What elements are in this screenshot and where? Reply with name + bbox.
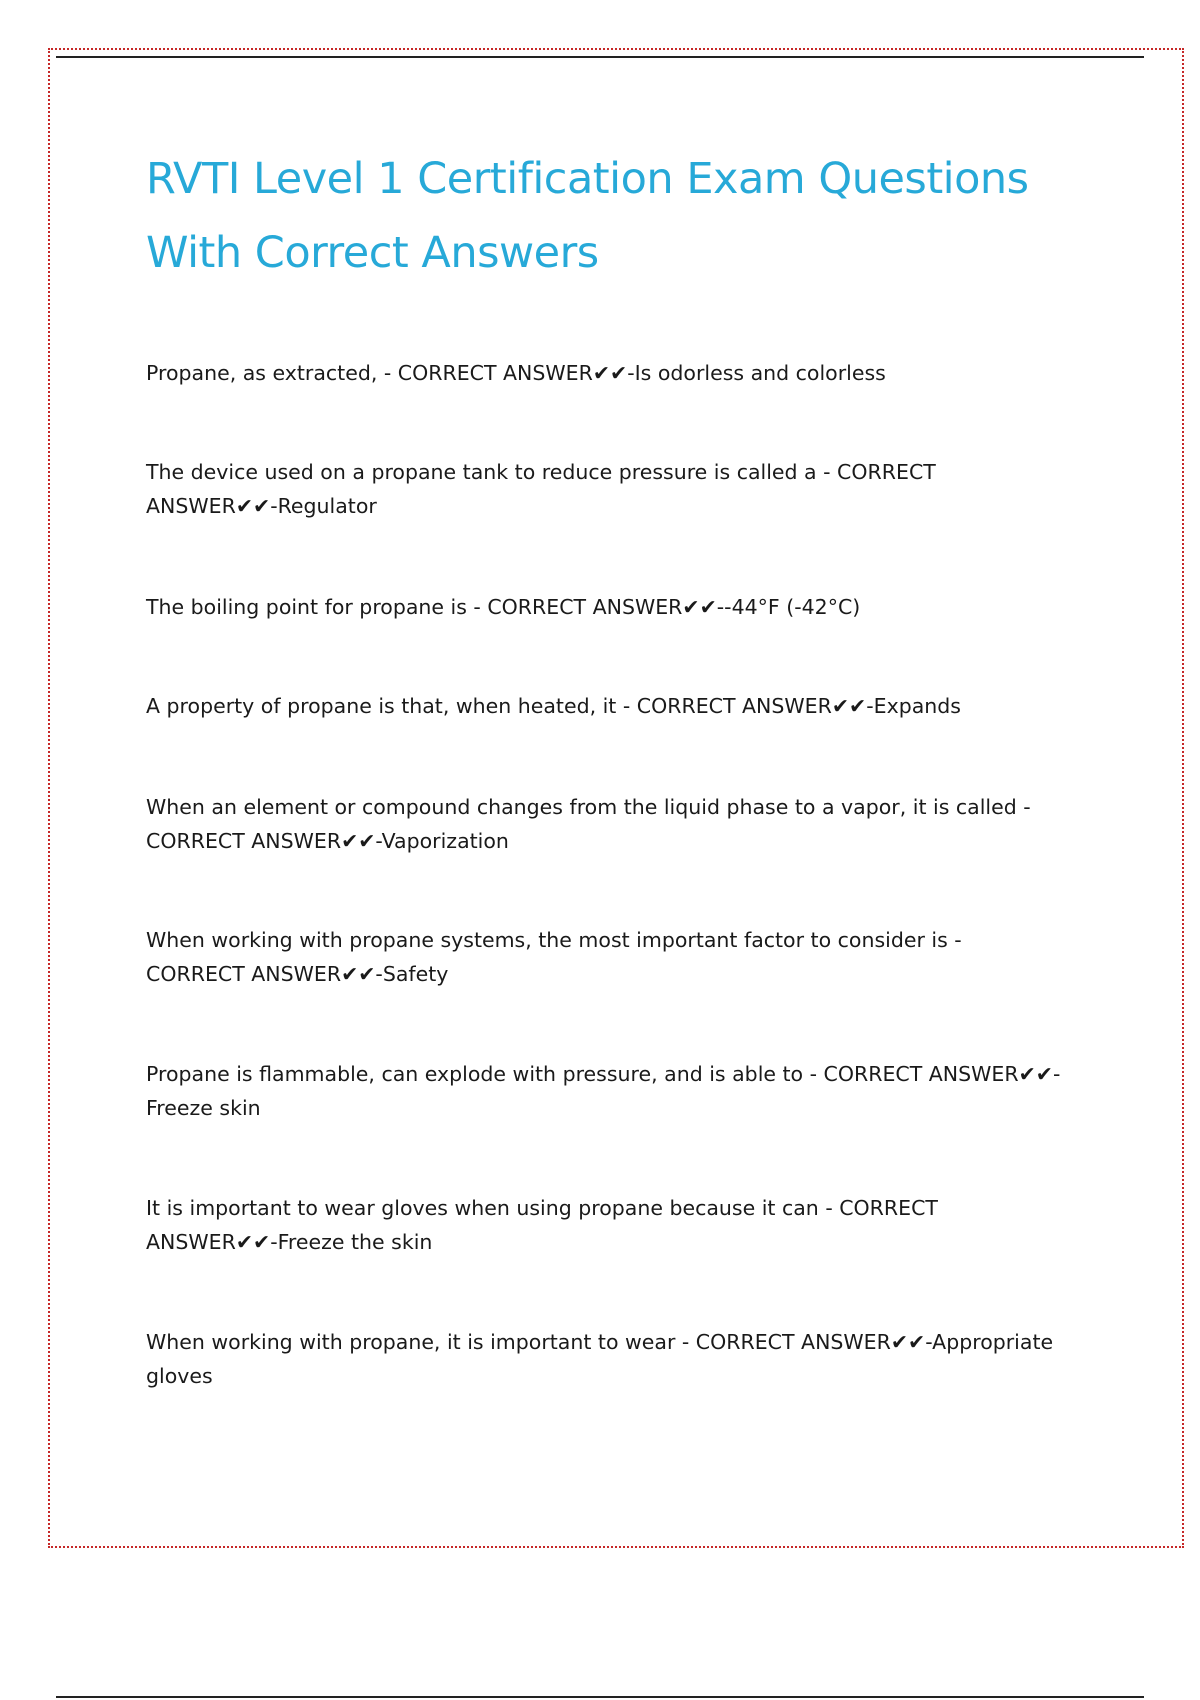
qa-item: A property of propane is that, when heated, it - CORRECT ANSWER✔✔-Expands [146, 694, 961, 718]
document-title: RVTI Level 1 Certification Exam Questions With Correct Answers [146, 154, 1029, 278]
qa-item: It is important to wear gloves when using propane because it can - CORRECT ANSWER✔✔-Freeze the skin [146, 1196, 938, 1254]
qa-item: The device used on a propane tank to reduce pressure is called a - CORRECT ANSWER✔✔-Regulator [146, 460, 936, 518]
qa-item: When working with propane, it is important to wear - CORRECT ANSWER✔✔-Appropriate gloves [146, 1330, 1054, 1388]
qa-item: When an element or compound changes from the liquid phase to a vapor, it is called - CORRECT ANSWER✔✔-Vaporization [146, 795, 1031, 853]
top-rule [56, 56, 1144, 58]
bottom-rule [56, 1696, 1144, 1698]
qa-item: When working with propane systems, the most important factor to consider is - CORRECT ANSWER✔✔-Safety [146, 928, 962, 986]
qa-item: Propane, as extracted, - CORRECT ANSWER✔✔-Is odorless and colorless [146, 361, 886, 385]
qa-item: Propane is flammable, can explode with pressure, and is able to - CORRECT ANSWER✔✔-Freeze skin [146, 1062, 1061, 1120]
qa-item: The boiling point for propane is - CORRECT ANSWER✔✔--44°F (-42°C) [146, 595, 861, 619]
